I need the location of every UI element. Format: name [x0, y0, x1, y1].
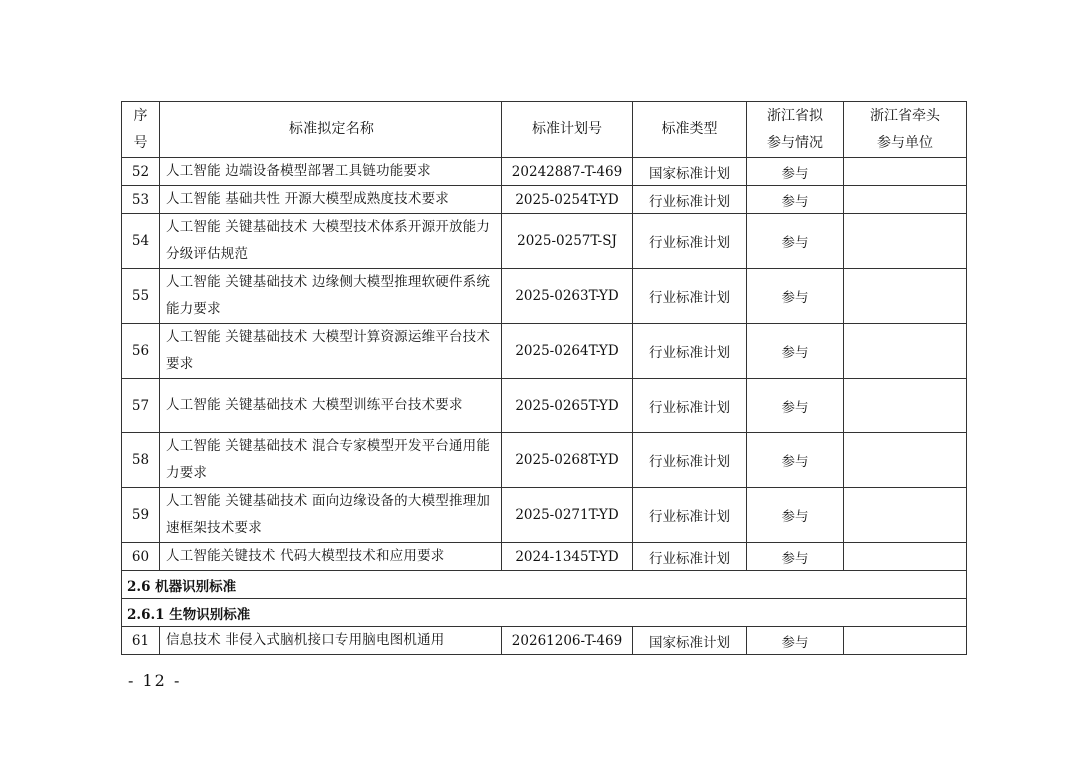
section-row: [122, 571, 967, 599]
cell-unit: [844, 324, 967, 379]
cell-no: 58: [122, 433, 160, 488]
cell-unit: [844, 433, 967, 488]
section-heading: 2.6 机器识别标准: [122, 571, 967, 599]
cell-no: 55: [122, 269, 160, 324]
cell-plan: 20261206-T-469: [502, 627, 633, 655]
header-plan: 标准计划号: [502, 102, 633, 158]
cell-plan: 2025-0268T-YD: [502, 433, 633, 488]
cell-unit: [844, 543, 967, 571]
header-participation: [747, 102, 844, 158]
cell-plan: 2025-0264T-YD: [502, 324, 633, 379]
cell-name: 人工智能 关键基础技术 边缘侧大模型推理软硬件系统能力要求: [160, 269, 502, 324]
header-name: 标准拟定名称: [160, 102, 502, 158]
cell-no: 56: [122, 324, 160, 379]
cell-type: 行业标准计划: [633, 379, 747, 433]
table-row: [122, 543, 967, 571]
table-row: [122, 269, 967, 324]
cell-no: 52: [122, 158, 160, 186]
cell-type: 行业标准计划: [633, 324, 747, 379]
cell-type: 国家标准计划: [633, 158, 747, 186]
cell-type: 行业标准计划: [633, 269, 747, 324]
cell-participation: 参与: [747, 214, 844, 269]
header-no-line2: 号: [133, 134, 148, 151]
cell-unit: [844, 269, 967, 324]
cell-type: 行业标准计划: [633, 214, 747, 269]
header-no: [122, 102, 160, 158]
cell-name: 人工智能 关键基础技术 混合专家模型开发平台通用能力要求: [160, 433, 502, 488]
cell-unit: [844, 627, 967, 655]
cell-name: 人工智能 基础共性 开源大模型成熟度技术要求: [160, 186, 502, 214]
header-unit: [844, 102, 967, 158]
cell-name: 信息技术 非侵入式脑机接口专用脑电图机通用: [160, 627, 502, 655]
page-number: - 12 -: [128, 671, 182, 690]
cell-unit: [844, 158, 967, 186]
cell-unit: [844, 379, 967, 433]
cell-plan: 2024-1345T-YD: [502, 543, 633, 571]
cell-unit: [844, 488, 967, 543]
cell-type: 行业标准计划: [633, 488, 747, 543]
cell-participation: 参与: [747, 627, 844, 655]
cell-type: 行业标准计划: [633, 433, 747, 488]
table-row: [122, 324, 967, 379]
cell-name: 人工智能关键技术 代码大模型技术和应用要求: [160, 543, 502, 571]
cell-participation: 参与: [747, 269, 844, 324]
header-type: 标准类型: [633, 102, 747, 158]
table-row: [122, 158, 967, 186]
cell-plan: 2025-0257T-SJ: [502, 214, 633, 269]
cell-participation: 参与: [747, 543, 844, 571]
cell-unit: [844, 186, 967, 214]
cell-plan: 2025-0265T-YD: [502, 379, 633, 433]
cell-plan: 2025-0263T-YD: [502, 269, 633, 324]
cell-participation: 参与: [747, 379, 844, 433]
cell-participation: 参与: [747, 488, 844, 543]
section-row: [122, 599, 967, 627]
cell-no: 60: [122, 543, 160, 571]
cell-name: 人工智能 关键基础技术 大模型训练平台技术要求: [160, 379, 502, 433]
cell-name: 人工智能 边端设备模型部署工具链功能要求: [160, 158, 502, 186]
cell-type: 行业标准计划: [633, 186, 747, 214]
cell-participation: 参与: [747, 433, 844, 488]
table-row: [122, 627, 967, 655]
header-part-line2: 参与情况: [767, 134, 823, 151]
cell-no: 59: [122, 488, 160, 543]
header-no-line1: 序: [133, 107, 148, 124]
cell-no: 61: [122, 627, 160, 655]
header-part-line1: 浙江省拟: [767, 107, 823, 124]
cell-participation: 参与: [747, 158, 844, 186]
cell-name: 人工智能 关键基础技术 大模型技术体系开源开放能力分级评估规范: [160, 214, 502, 269]
cell-plan: 2025-0254T-YD: [502, 186, 633, 214]
cell-unit: [844, 214, 967, 269]
cell-type: 国家标准计划: [633, 627, 747, 655]
cell-plan: 20242887-T-469: [502, 158, 633, 186]
cell-name: 人工智能 关键基础技术 大模型计算资源运维平台技术要求: [160, 324, 502, 379]
standards-table: [121, 101, 967, 655]
cell-participation: 参与: [747, 324, 844, 379]
table-header-row: [122, 102, 967, 158]
cell-name: 人工智能 关键基础技术 面向边缘设备的大模型推理加速框架技术要求: [160, 488, 502, 543]
cell-participation: 参与: [747, 186, 844, 214]
table-row: [122, 214, 967, 269]
table-row: [122, 488, 967, 543]
table-row: [122, 433, 967, 488]
subsection-heading: 2.6.1 生物识别标准: [122, 599, 967, 627]
table-row: [122, 379, 967, 433]
table-row: [122, 186, 967, 214]
cell-no: 54: [122, 214, 160, 269]
cell-no: 53: [122, 186, 160, 214]
header-unit-line1: 浙江省牵头: [870, 107, 940, 124]
cell-type: 行业标准计划: [633, 543, 747, 571]
header-unit-line2: 参与单位: [877, 134, 933, 151]
cell-no: 57: [122, 379, 160, 433]
cell-plan: 2025-0271T-YD: [502, 488, 633, 543]
